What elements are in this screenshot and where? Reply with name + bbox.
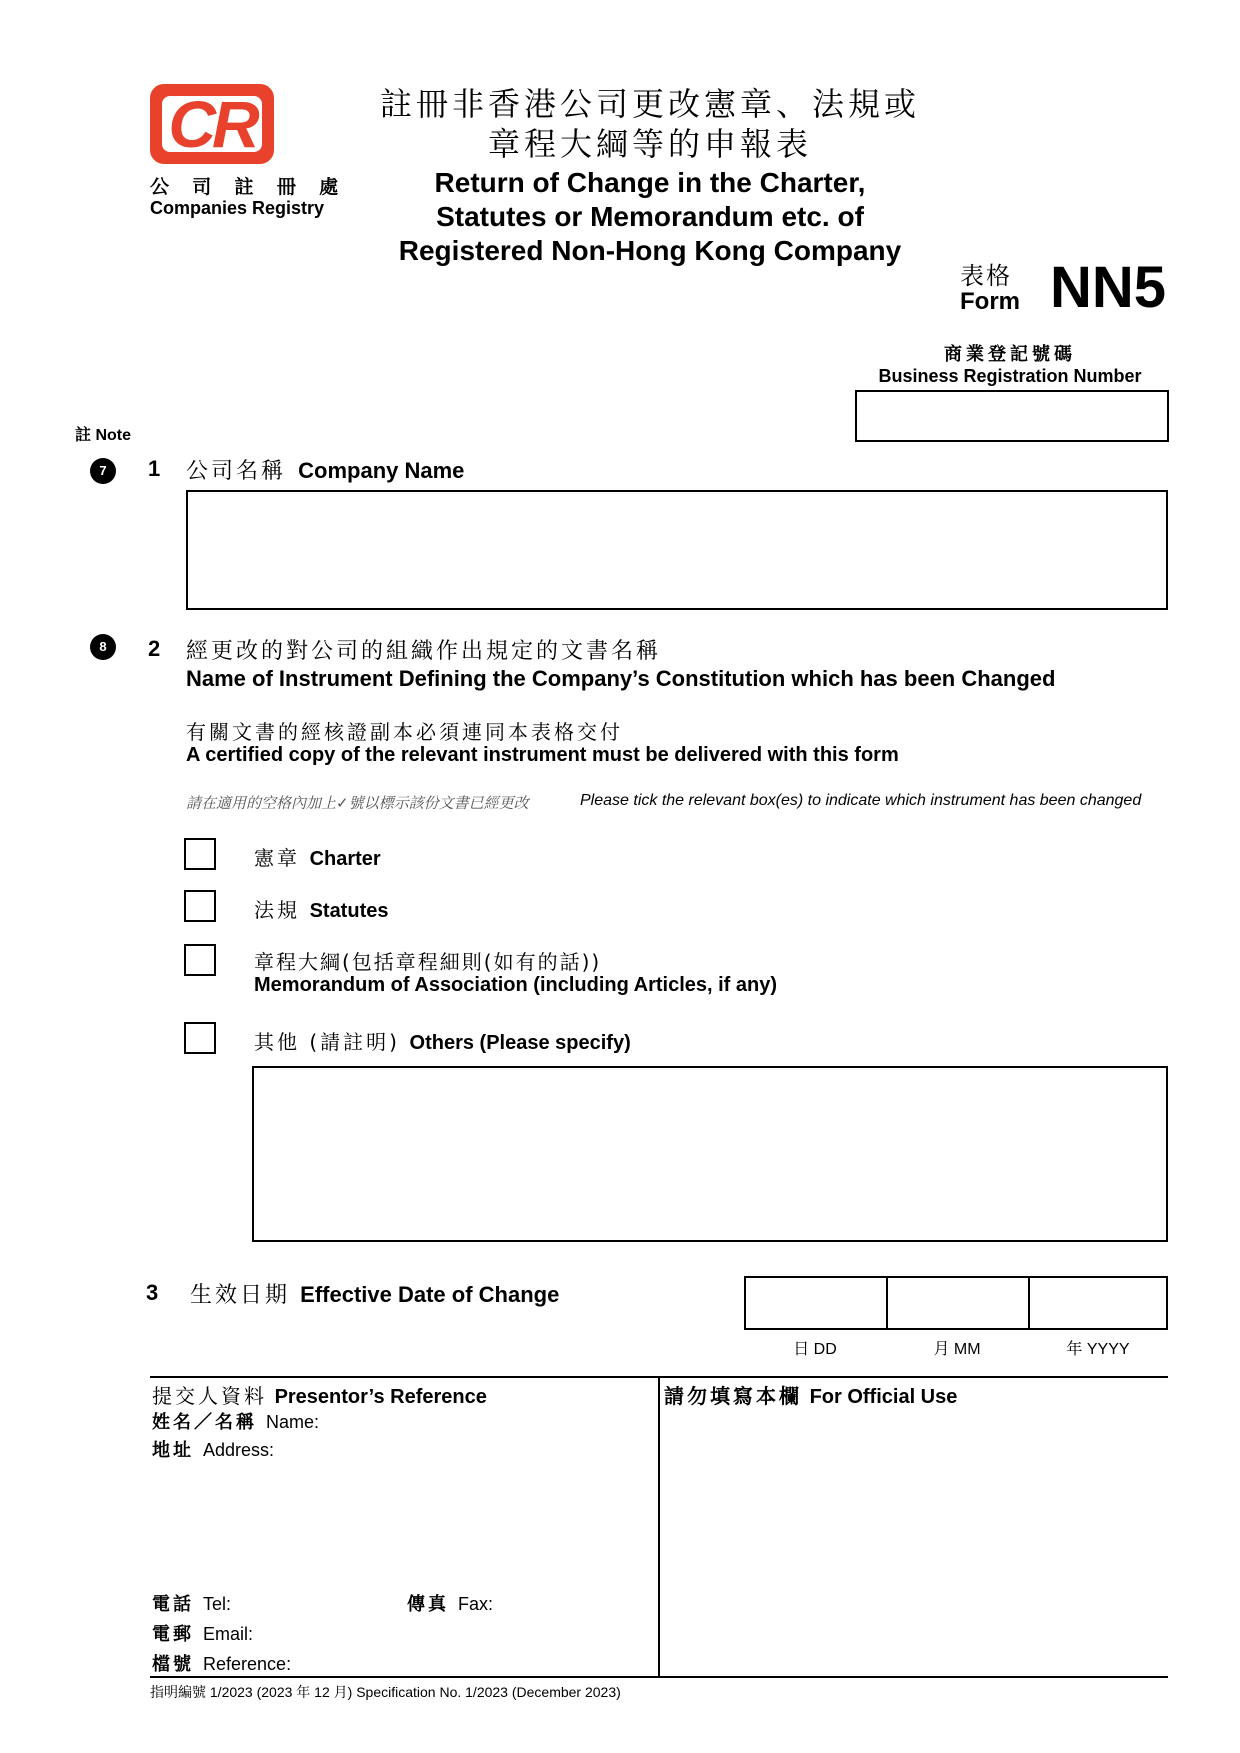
presentor-title-en: Presentor’s Reference [274,1386,487,1408]
date-mm-label: 月 MM [933,1341,981,1358]
tick-instruction-en: Please tick the relevant box(es) to indicate which instrument has been changed [580,792,1142,809]
memorandum-label-en: Memorandum of Association (including Articles, if any) [254,974,778,996]
memorandum-checkbox[interactable] [184,944,216,976]
date-dd-input[interactable] [746,1278,890,1330]
others-checkbox[interactable] [184,1022,216,1054]
brn-box [855,390,1169,442]
others-option-label [254,1026,631,1055]
presentor-fax-zh: 傳真 [407,1594,449,1615]
title-en-line-3: Registered Non-Hong Kong Company [398,235,902,266]
title-zh-line-1: 註冊非香港公司更改憲章、法規或 [379,85,920,123]
presentor-reference-zh: 檔號 [152,1654,194,1675]
title-en-line-2: Statutes or Memorandum etc. of [436,201,864,232]
presentor-name-zh: 姓名／名稱 [152,1412,257,1433]
note-header-zh: 註 [75,427,92,444]
official-use-title-zh: 請勿填寫本欄 [664,1384,802,1408]
brn-input[interactable] [857,392,1167,440]
form-code: NN5 [1050,255,1167,320]
presentor-email-row [152,1620,253,1646]
certified-copy-en: A certified copy of the relevant instrument must be delivered with this form [186,744,899,766]
presentor-name-input[interactable] [335,1406,649,1432]
note-header-en: Note [95,427,132,444]
presentor-fax-row [407,1590,493,1616]
section-2-number: 2 [148,636,161,661]
presentor-name-row [152,1408,319,1434]
presentor-email-en: Email: [203,1624,254,1644]
section-1-title [186,454,464,485]
section-1-title-zh: 公司名稱 [186,459,287,484]
statutes-label-zh: 法規 [254,898,300,922]
section-2-title-zh: 經更改的對公司的組織作出規定的文書名稱 [186,639,662,664]
charter-label-en: Charter [309,848,381,870]
specification-footer: 指明編號 1/2023 (2023 年 12 月) Specification No. 1/2023 (December 2023) [150,1684,621,1700]
presentor-reference-row [152,1650,291,1676]
official-use-title [664,1380,957,1409]
title-en-line-1: Return of Change in the Charter, [434,167,866,198]
others-specify-input[interactable] [254,1068,1166,1240]
brn-label-zh: 商業登記號碼 [944,344,1076,365]
others-label-zh: 其他 (請註明) [254,1030,400,1054]
company-name-input[interactable] [188,492,1166,608]
date-dd-label: 日 DD [793,1341,837,1358]
form-label-en: Form [960,288,1020,315]
presentor-fax-input[interactable] [500,1588,654,1614]
brn-label-en: Business Registration Number [878,366,1142,386]
others-specify-box [252,1066,1168,1242]
presentor-email-zh: 電郵 [152,1624,194,1645]
section-1-number: 1 [148,456,161,481]
presentor-title [152,1380,487,1409]
section-1-title-en: Company Name [298,458,465,483]
date-mm-input[interactable] [888,1278,1032,1330]
presentor-tel-en: Tel: [203,1594,232,1614]
others-label-en: Others (Please specify) [409,1032,631,1054]
tick-instruction-zh: 請在適用的空格內加上✓號以標示該份文書已經更改 [186,795,529,812]
form-title [330,84,970,268]
logo-text: CR [168,87,256,161]
statutes-checkbox[interactable] [184,890,216,922]
presentor-reference-input[interactable] [300,1648,652,1674]
presentor-address-input[interactable] [152,1462,652,1586]
presentor-address-en: Address: [203,1440,275,1460]
presentor-tel-row [152,1590,231,1616]
date-yyyy-input[interactable] [1030,1278,1170,1330]
certified-copy-zh: 有關文書的經核證副本必須連同本表格交付 [186,720,623,744]
date-yyyy-label: 年 YYYY [1066,1341,1130,1358]
charter-option-label [254,842,381,871]
presentor-email-input[interactable] [262,1618,652,1644]
date-box [744,1276,1168,1330]
presentor-address-zh: 地址 [152,1440,194,1461]
title-zh-line-2: 章程大綱等的申報表 [487,125,812,163]
registry-name-en: Companies Registry [150,198,325,218]
charter-label-zh: 憲章 [254,846,300,870]
presentor-fax-en: Fax: [458,1594,494,1614]
statutes-label-en: Statutes [309,900,389,922]
form-label-zh: 表格 [960,262,1012,290]
statutes-option-label [254,894,388,923]
section-3-title-en: Effective Date of Change [300,1282,560,1307]
presentor-tel-zh: 電話 [152,1594,194,1615]
company-name-box [186,490,1168,610]
note-8-badge: 8 [90,634,116,660]
note-7-badge: 7 [90,458,116,484]
registry-name-zh: 公 司 註 冊 處 [150,177,348,198]
charter-checkbox[interactable] [184,838,216,870]
presentor-name-en: Name: [266,1412,320,1432]
note-header [75,422,131,445]
cr-logo [150,84,274,164]
presentor-reference-en: Reference: [203,1654,292,1674]
panel-divider [658,1376,660,1678]
presentor-tel-input[interactable] [240,1588,404,1614]
presentor-title-zh: 提交人資料 [152,1384,267,1408]
section-3-title-zh: 生效日期 [190,1283,291,1308]
presentor-address-row [152,1436,274,1462]
memorandum-label-zh: 章程大綱(包括章程細則(如有的話)) [254,950,602,974]
official-use-title-en: For Official Use [809,1386,958,1408]
section-3-number: 3 [146,1280,159,1305]
section-2-title-en: Name of Instrument Defining the Company’s Constitution which has been Changed [186,666,1056,691]
section-3-title [190,1278,559,1309]
